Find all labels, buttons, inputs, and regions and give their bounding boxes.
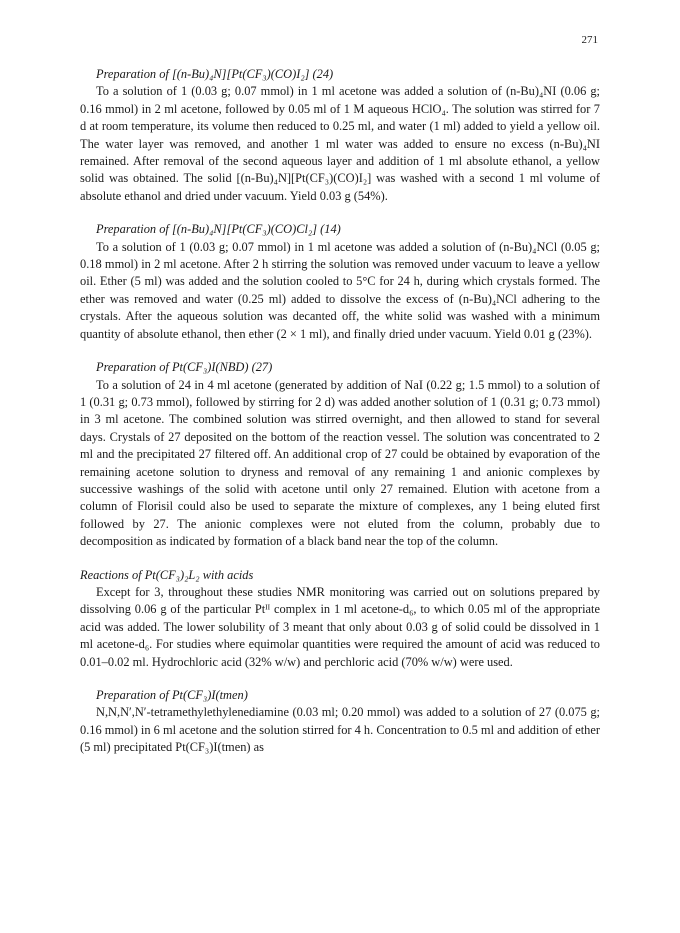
section-paragraph: To a solution of 1 (0.03 g; 0.07 mmol) in 1 ml acetone was added a solution of (n-Bu)₄NI (0.06 g; 0.16 mmol) in 2 ml acetone, followed by 0.05 ml of 1 M aqueous HClO₄. The solution was stirred for 7 d at room temperature, its volume then reduced to 0.25 ml, and water (1 ml) added to yield a yellow oil. The water layer was removed, and another 1 ml water was added to ensure no excess (n-Bu)₄NI remained. After removal of the second aqueous layer and addition of 1 ml absolute ethanol, a yellow solid was obtained. The solid [(n-Bu)₄N][Pt(CF₃)(CO)I₂] was washed with a second 1 ml volume of absolute ethanol and dried under vacuum. Yield 0.03 g (54%). [80,84,600,203]
section-paragraph: To a solution of 1 (0.03 g; 0.07 mmol) in 1 ml acetone was added a solution of (n-Bu)₄NCl (0.05 g; 0.18 mmol) in 2 ml acetone. After 2 h stirring the solution was removed under vacuum to leave a yellow oil. Ether (5 ml) was added and the solution cooled to 5°C for 24 h, during which crystals formed. The ether was removed and water (0.25 ml) added to dissolve the excess of (n-Bu)₄NCl adhering to the crystals. After the aqueous solution was decanted off, the white solid was washed with a minimum quantity of absolute ethanol, then ether (2 × 1 ml), and finally dried under vacuum. Yield 0.01 g (23%). [80,239,600,341]
section-title: Preparation of Pt(CF₃)I(tmen) [96,688,248,702]
section-prep-14 [80,221,600,343]
section-paragraph: N,N,N′,N′-tetramethylethylenediamine (0.03 ml; 0.20 mmol) was added to a solution of 27 (0.075 g; 0.16 mmol) in 6 ml acetone and the solution stirred for 4 h. Concentration to 0.5 ml and addition of ether (5 ml) precipitated Pt(CF₃)I(tmen) as [80,705,600,755]
section-title: Preparation of Pt(CF₃)I(NBD) (27) [96,360,273,375]
section-title: Preparation of [(n-Bu)₄N][Pt(CF₃)(CO)I₂] (24) [96,67,334,81]
section-paragraph: Except for 3, throughout these studies NMR monitoring was carried out on solutions prepared by dissolving 0.06 g of the particular Ptᴵᴵ complex in 1 ml acetone-d₆, to which 0.05 ml of the appropriate acid was added. The lower solubility of 3 meant that only about 0.03 g of solid could be dissolved in 1 ml acetone-d₆. For studies where equimolar quantities were required the amount of acid was reduced to 0.01–0.02 ml. Hydrochloric acid (32% w/w) and perchloric acid (70% w/w) were used. [80,584,600,669]
section-title: Preparation of [(n-Bu)₄N][Pt(CF₃)(CO)Cl₂] (14) [96,222,341,237]
section-prep-27 [80,359,600,550]
page-number: 271 [581,34,598,46]
section-paragraph: To a solution of 24 in 4 ml acetone (generated by addition of NaI (0.22 g; 1.5 mmol) to a solution of 1 (0.31 g; 0.73 mmol), followed by stirring for 2 d) was added another solution of 1 (0.31 g; 0.73 mmol) in 3 ml acetone. The combined solution was stirred overnight, and then allowed to stand for several days. Crystals of 27 deposited on the bottom of the reaction vessel. The solution was concentrated to 2 ml and the precipitated 27 filtered off. An additional crop of 27 could be obtained by evaporation of the remaining acetone solution to dryness and removal of any remaining 1 and anionic complexes by successive washings of the solid with acetone until only 27 remained. Elution with acetone from a column of Florisil could also be used to separate the mixture of complexes, any 1 being eluted first followed by 27. The anionic complexes were not eluted from the column, probably due to decomposition as indicated by formation of a black band near the top of the column. [80,377,600,549]
article-body [80,66,600,773]
section-prep-24 [80,66,600,205]
section-prep-tmen [80,687,600,757]
section-reactions-acids [80,567,600,671]
section-title: Reactions of Pt(CF₃)₂L₂ with acids [80,567,254,582]
